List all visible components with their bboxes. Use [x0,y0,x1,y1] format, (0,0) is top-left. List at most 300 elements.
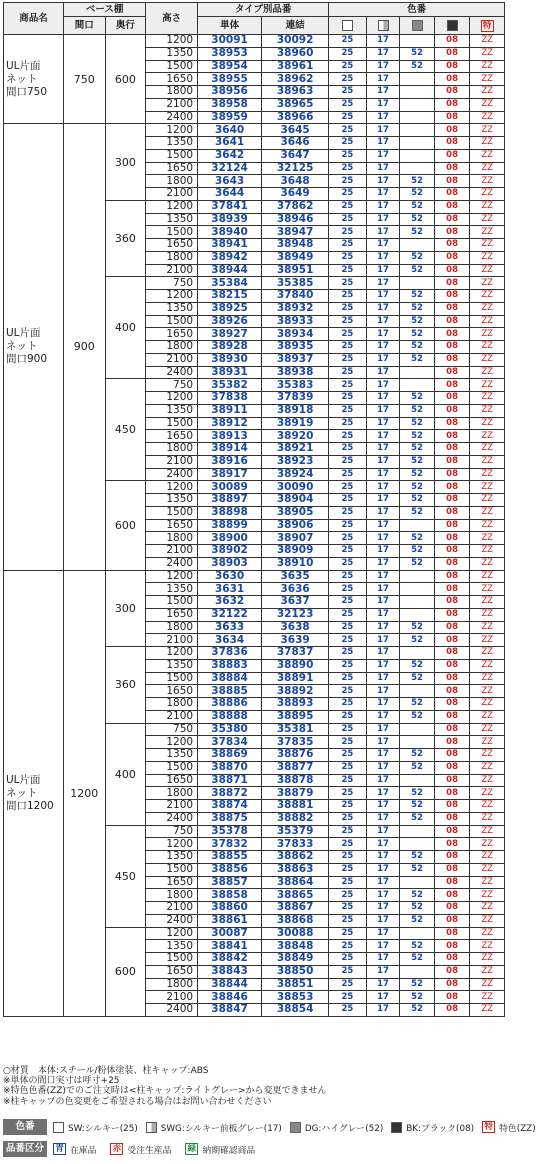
color-bk-cell: 08 [434,812,470,825]
color-dg-cell: 52 [400,787,435,800]
height-cell: 1200 [146,124,198,137]
part-number-linked: 37833 [262,838,329,851]
color-zz-cell: ZZ [470,188,505,201]
color-swg-cell: 17 [366,519,400,532]
part-number-linked: 38881 [262,800,329,813]
color-bk-cell: 08 [434,647,470,660]
color-bk-cell: 08 [434,366,470,379]
color-bk-cell: 08 [434,1004,470,1017]
part-number-single: 38855 [198,851,262,864]
part-number-single: 38953 [198,47,262,60]
part-number-linked: 38924 [262,468,329,481]
height-cell: 1500 [146,506,198,519]
part-number-linked: 38921 [262,443,329,456]
color-dg-cell: 52 [400,851,435,864]
legend-label: 納期確認商品 [202,1145,256,1156]
part-number-linked: 32125 [262,162,329,175]
color-bk-cell: 08 [434,927,470,940]
color-dg-cell [400,608,435,621]
color-bk-cell: 08 [434,761,470,774]
part-number-single: 38871 [198,774,262,787]
height-cell: 1200 [146,736,198,749]
height-cell: 2400 [146,111,198,124]
color-zz-cell: ZZ [470,672,505,685]
part-number-linked: 38919 [262,417,329,430]
color-dg-cell [400,149,435,162]
color-sw-cell: 25 [329,736,367,749]
color-swg-cell: 17 [366,417,400,430]
height-cell: 1800 [146,787,198,800]
color-sw-cell: 25 [329,659,367,672]
color-dg-cell: 52 [400,226,435,239]
color-swg-cell: 17 [366,98,400,111]
part-number-single: 32124 [198,162,262,175]
color-swg-cell: 17 [366,251,400,264]
color-zz-cell: ZZ [470,838,505,851]
color-bk-cell: 08 [434,825,470,838]
height-cell: 1350 [146,404,198,417]
part-number-single: 38885 [198,685,262,698]
color-zz-cell: ZZ [470,634,505,647]
color-bk-cell: 08 [434,672,470,685]
color-swg-cell: 17 [366,366,400,379]
color-swg-cell: 17 [366,608,400,621]
part-number-single: 38883 [198,659,262,672]
part-number-single: 38886 [198,698,262,711]
part-number-single: 37838 [198,392,262,405]
color-sw-cell: 25 [329,608,367,621]
color-zz-cell: ZZ [470,863,505,876]
color-dg-cell [400,927,435,940]
color-sw-cell: 25 [329,800,367,813]
color-sw-cell: 25 [329,443,367,456]
color-dg-cell [400,35,435,48]
color-sw-cell: 25 [329,468,367,481]
height-cell: 1500 [146,863,198,876]
part-number-single: 38888 [198,710,262,723]
part-number-single: 30089 [198,481,262,494]
color-zz-cell: ZZ [470,392,505,405]
color-sw-cell: 25 [329,239,367,252]
header-product-name: 商品名 [4,3,64,35]
color-swg-cell: 17 [366,596,400,609]
color-swg-cell: 17 [366,86,400,99]
height-cell: 1350 [146,659,198,672]
part-number-linked: 30092 [262,35,329,48]
part-number-single: 38846 [198,991,262,1004]
color-swg-cell: 17 [366,277,400,290]
part-number-linked: 35381 [262,723,329,736]
color-swg-cell: 17 [366,902,400,915]
height-cell: 1200 [146,392,198,405]
color-sw-cell: 25 [329,392,367,405]
part-number-linked: 37840 [262,290,329,303]
part-number-linked: 3647 [262,149,329,162]
color-swg-cell: 17 [366,736,400,749]
color-sw-cell: 25 [329,481,367,494]
height-cell: 1800 [146,443,198,456]
part-number-linked: 38904 [262,494,329,507]
color-bk-cell: 08 [434,596,470,609]
color-sw-cell: 25 [329,277,367,290]
width-cell: 750 [63,35,105,124]
header-depth: 奥行 [105,17,146,35]
header-base: ベース棚 [63,3,145,17]
part-number-single: 38843 [198,965,262,978]
part-number-linked: 38878 [262,774,329,787]
color-dg-cell: 52 [400,341,435,354]
color-zz-cell: ZZ [470,251,505,264]
part-number-linked: 38963 [262,86,329,99]
color-swg-cell: 17 [366,698,400,711]
height-cell: 2100 [146,710,198,723]
part-number-linked: 3639 [262,634,329,647]
color-zz-cell: ZZ [470,239,505,252]
legend-label: 特色(ZZ) [499,1123,536,1134]
part-number-single: 38856 [198,863,262,876]
part-number-single: 38842 [198,953,262,966]
color-swg-cell: 17 [366,634,400,647]
color-sw-cell: 25 [329,47,367,60]
color-bk-cell: 08 [434,353,470,366]
color-zz-cell: ZZ [470,761,505,774]
part-number-single: 38931 [198,366,262,379]
part-number-linked: 38932 [262,302,329,315]
part-number-single: 30091 [198,35,262,48]
depth-cell: 360 [105,200,146,277]
depth-cell: 400 [105,723,146,825]
color-zz-cell: ZZ [470,532,505,545]
color-zz-cell: ZZ [470,290,505,303]
color-sw-cell: 25 [329,557,367,570]
height-cell: 1650 [146,519,198,532]
color-sw-cell: 25 [329,251,367,264]
color-zz-cell: ZZ [470,978,505,991]
height-cell: 2100 [146,634,198,647]
color-sw-cell: 25 [329,621,367,634]
height-cell: 2100 [146,188,198,201]
black-swatch-icon [391,1122,402,1133]
part-number-single: 38940 [198,226,262,239]
color-dg-cell: 52 [400,557,435,570]
part-number-linked: 38918 [262,404,329,417]
color-sw-cell: 25 [329,35,367,48]
part-number-single: 38942 [198,251,262,264]
table-row [4,570,505,583]
part-number-single: 3640 [198,124,262,137]
part-number-linked: 38960 [262,47,329,60]
part-number-linked: 38862 [262,851,329,864]
part-number-linked: 38863 [262,863,329,876]
color-zz-cell: ZZ [470,277,505,290]
color-zz-cell: ZZ [470,226,505,239]
color-sw-cell: 25 [329,455,367,468]
color-zz-cell: ZZ [470,35,505,48]
color-swg-cell: 17 [366,647,400,660]
color-swg-cell: 17 [366,47,400,60]
color-zz-cell: ZZ [470,825,505,838]
color-dg-cell: 52 [400,430,435,443]
color-dg-cell: 52 [400,902,435,915]
color-dg-cell: 52 [400,494,435,507]
part-number-linked: 38923 [262,455,329,468]
white-swatch-icon [53,1122,64,1133]
color-zz-cell: ZZ [470,328,505,341]
depth-cell: 600 [105,481,146,570]
height-cell: 1200 [146,290,198,303]
height-cell: 1650 [146,774,198,787]
height-cell: 750 [146,379,198,392]
color-swg-cell: 17 [366,430,400,443]
color-dg-cell: 52 [400,353,435,366]
part-number-single: 3633 [198,621,262,634]
height-cell: 1650 [146,328,198,341]
color-bk-cell: 08 [434,532,470,545]
color-zz-cell: ZZ [470,991,505,1004]
color-sw-cell: 25 [329,774,367,787]
color-zz-cell: ZZ [470,506,505,519]
legend-label: 在庫品 [70,1145,97,1156]
color-sw-cell: 25 [329,430,367,443]
color-sw-cell: 25 [329,647,367,660]
part-number-linked: 38946 [262,213,329,226]
color-bk-cell: 08 [434,787,470,800]
color-swg-cell: 17 [366,1004,400,1017]
color-legend [3,1118,536,1136]
color-sw-cell: 25 [329,226,367,239]
half-gray-swatch-icon [146,1122,157,1133]
height-cell: 2100 [146,353,198,366]
color-bk-cell: 08 [434,226,470,239]
color-zz-cell: ZZ [470,749,505,762]
part-number-single: 3630 [198,570,262,583]
color-swg-cell: 17 [366,685,400,698]
color-swg-cell: 17 [366,226,400,239]
color-bk-cell: 08 [434,889,470,902]
color-swg-cell: 17 [366,35,400,48]
color-zz-cell: ZZ [470,73,505,86]
color-sw-cell: 25 [329,353,367,366]
part-number-linked: 38877 [262,761,329,774]
color-bk-cell: 08 [434,736,470,749]
part-number-single: 38874 [198,800,262,813]
color-sw-cell: 25 [329,315,367,328]
half-gray-swatch-icon [366,17,400,35]
height-cell: 1800 [146,621,198,634]
color-swg-cell: 17 [366,774,400,787]
part-number-linked: 38865 [262,889,329,902]
color-bk-cell: 08 [434,98,470,111]
height-cell: 1500 [146,60,198,73]
color-bk-cell: 08 [434,583,470,596]
color-bk-cell: 08 [434,494,470,507]
part-number-single: 37841 [198,200,262,213]
color-zz-cell: ZZ [470,455,505,468]
part-number-linked: 3636 [262,583,329,596]
color-sw-cell: 25 [329,124,367,137]
part-number-linked: 38965 [262,98,329,111]
height-cell: 2100 [146,991,198,1004]
color-bk-cell: 08 [434,137,470,150]
color-sw-cell: 25 [329,264,367,277]
color-swg-cell: 17 [366,149,400,162]
depth-cell: 400 [105,277,146,379]
color-dg-cell: 52 [400,417,435,430]
color-swg-cell: 17 [366,978,400,991]
part-number-linked: 38948 [262,239,329,252]
color-dg-cell [400,685,435,698]
color-bk-cell: 08 [434,443,470,456]
color-swg-cell: 17 [366,825,400,838]
product-name-cell: UL片面 ネット 間口1200 [4,570,64,1016]
part-number-single: 38939 [198,213,262,226]
part-number-single: 3634 [198,634,262,647]
color-bk-cell: 08 [434,175,470,188]
color-bk-cell: 08 [434,86,470,99]
color-sw-cell: 25 [329,111,367,124]
height-cell: 1650 [146,430,198,443]
color-swg-cell: 17 [366,557,400,570]
color-swg-cell: 17 [366,404,400,417]
color-swg-cell: 17 [366,315,400,328]
color-sw-cell: 25 [329,863,367,876]
part-number-single: 32122 [198,608,262,621]
color-zz-cell: ZZ [470,812,505,825]
color-zz-cell: ZZ [470,379,505,392]
color-bk-cell: 08 [434,876,470,889]
color-dg-cell: 52 [400,290,435,303]
color-dg-cell: 52 [400,264,435,277]
color-swg-cell: 17 [366,659,400,672]
color-dg-cell [400,98,435,111]
color-zz-cell: ZZ [470,264,505,277]
color-dg-cell [400,137,435,150]
part-number-linked: 3646 [262,137,329,150]
color-dg-cell [400,570,435,583]
color-bk-cell: 08 [434,545,470,558]
legend-label: SW:シルキー(25) [68,1123,138,1134]
part-number-linked: 38947 [262,226,329,239]
height-cell: 1200 [146,200,198,213]
color-sw-cell: 25 [329,519,367,532]
part-number-linked: 38851 [262,978,329,991]
color-sw-cell: 25 [329,672,367,685]
dark-gray-swatch-icon [400,17,435,35]
color-swg-cell: 17 [366,965,400,978]
color-bk-cell: 08 [434,978,470,991]
part-number-linked: 3645 [262,124,329,137]
height-cell: 1800 [146,251,198,264]
color-swg-cell: 17 [366,137,400,150]
color-zz-cell: ZZ [470,647,505,660]
color-sw-cell: 25 [329,634,367,647]
color-dg-cell: 52 [400,621,435,634]
color-sw-cell: 25 [329,188,367,201]
part-number-single: 38215 [198,290,262,303]
part-number-linked: 38933 [262,315,329,328]
color-sw-cell: 25 [329,73,367,86]
height-cell: 1200 [146,481,198,494]
color-dg-cell: 52 [400,800,435,813]
color-zz-cell: ZZ [470,494,505,507]
header-width: 間口 [63,17,105,35]
color-swg-cell: 17 [366,162,400,175]
color-zz-cell: ZZ [470,404,505,417]
note-line: ※特色色番(ZZ)でのご注文時は<柱キャップ:ライトグレー>から変更できません [3,1086,327,1097]
part-number-single: 38927 [198,328,262,341]
color-sw-cell: 25 [329,965,367,978]
part-number-linked: 38890 [262,659,329,672]
color-dg-cell: 52 [400,812,435,825]
part-number-linked: 38909 [262,545,329,558]
color-dg-cell [400,277,435,290]
height-cell: 1200 [146,647,198,660]
part-number-linked: 38882 [262,812,329,825]
color-bk-cell: 08 [434,481,470,494]
part-number-single: 38959 [198,111,262,124]
stock-icon: 青 [53,1143,66,1155]
note-line: ※単体の間口実寸は呼寸+25 [3,1076,120,1087]
color-swg-cell: 17 [366,290,400,303]
color-dg-cell: 52 [400,672,435,685]
part-number-linked: 38893 [262,698,329,711]
part-number-single: 38916 [198,455,262,468]
color-sw-cell: 25 [329,366,367,379]
color-swg-cell: 17 [366,914,400,927]
color-swg-cell: 17 [366,188,400,201]
color-swg-cell: 17 [366,583,400,596]
color-zz-cell: ZZ [470,111,505,124]
color-zz-cell: ZZ [470,468,505,481]
color-dg-cell: 52 [400,302,435,315]
color-sw-cell: 25 [329,838,367,851]
height-cell: 1350 [146,302,198,315]
color-dg-cell [400,379,435,392]
part-number-linked: 3638 [262,621,329,634]
part-number-linked: 37862 [262,200,329,213]
part-number-linked: 35379 [262,825,329,838]
color-dg-cell [400,838,435,851]
part-number-linked: 38895 [262,710,329,723]
part-number-single: 38925 [198,302,262,315]
part-number-single: 38941 [198,239,262,252]
height-cell: 1650 [146,876,198,889]
color-bk-cell: 08 [434,315,470,328]
height-cell: 1500 [146,149,198,162]
color-bk-cell: 08 [434,341,470,354]
part-number-single: 3643 [198,175,262,188]
height-cell: 1800 [146,532,198,545]
color-sw-cell: 25 [329,149,367,162]
height-cell: 2400 [146,914,198,927]
black-swatch-icon [434,17,470,35]
color-zz-cell: ZZ [470,1004,505,1017]
color-dg-cell: 52 [400,761,435,774]
status-legend-tag: 品番区分 [3,1141,47,1157]
color-dg-cell: 52 [400,659,435,672]
color-swg-cell: 17 [366,838,400,851]
part-number-single: 38841 [198,940,262,953]
part-number-linked: 38879 [262,787,329,800]
height-cell: 1650 [146,608,198,621]
color-swg-cell: 17 [366,761,400,774]
color-zz-cell: ZZ [470,545,505,558]
color-bk-cell: 08 [434,392,470,405]
color-zz-cell: ZZ [470,596,505,609]
color-swg-cell: 17 [366,863,400,876]
color-swg-cell: 17 [366,379,400,392]
color-zz-cell: ZZ [470,86,505,99]
